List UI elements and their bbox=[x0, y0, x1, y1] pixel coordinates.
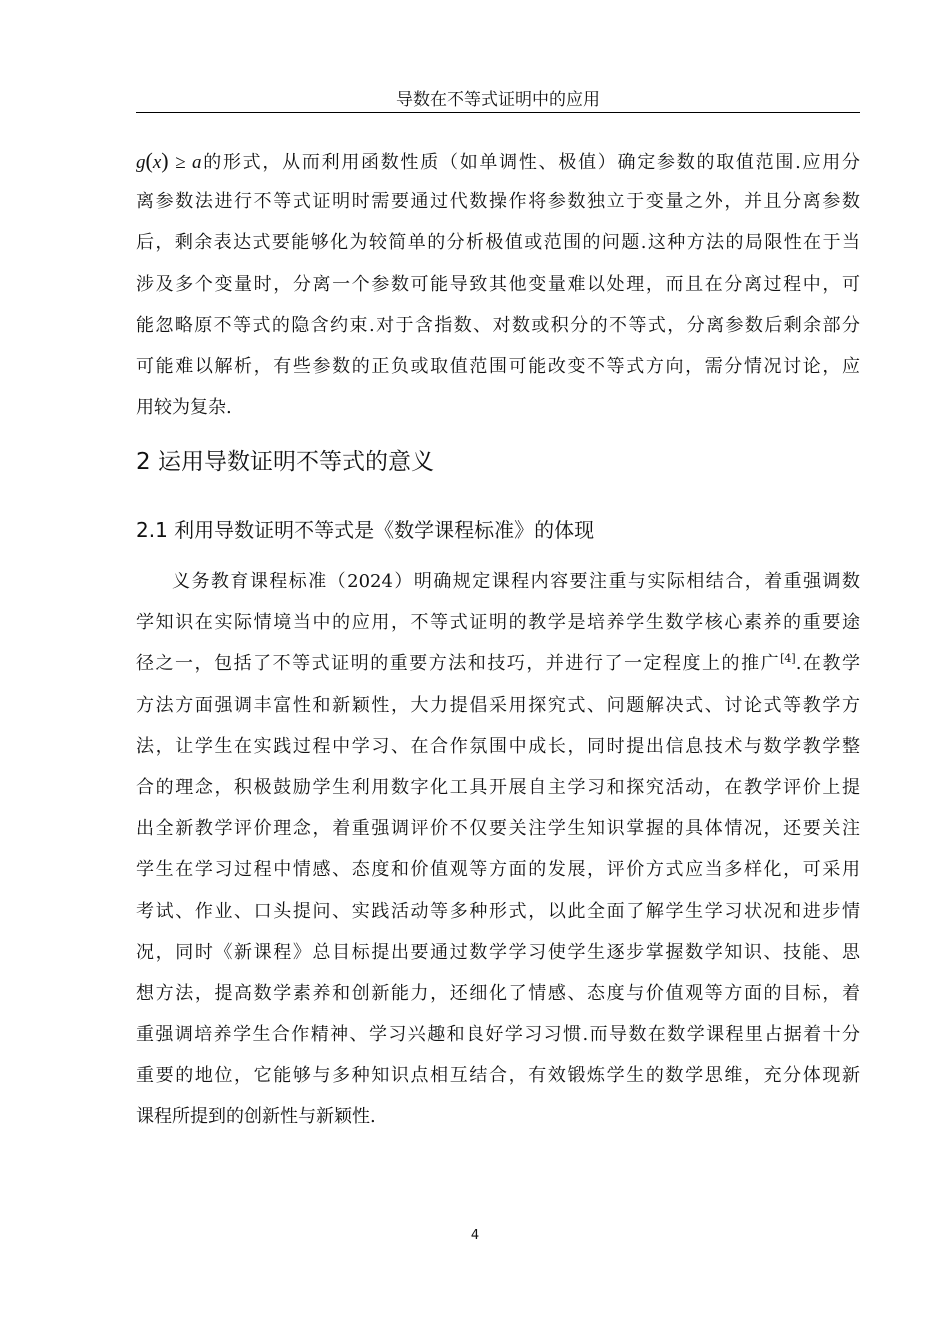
running-header: 导数在不等式证明中的应用 bbox=[396, 90, 600, 110]
paragraph-line: 课程所提到的创新性与新颖性. bbox=[136, 1106, 376, 1128]
section-heading: 2 运用导数证明不等式的意义 bbox=[136, 449, 434, 475]
paragraph-line: 重要的地位，它能够与多种知识点相互结合，有效锻炼学生的数学思维，充分体现新 bbox=[136, 1065, 860, 1087]
paragraph-line: 义务教育课程标准（2024）明确规定课程内容要注重与实际相结合，着重强调数 bbox=[172, 571, 860, 592]
paragraph-line: 出全新教学评价理念，着重强调评价不仅要关注学生知识掌握的具体情况，还要关注 bbox=[136, 818, 860, 840]
paragraph-line bbox=[136, 643, 860, 684]
paragraph-line: 涉及多个变量时，分离一个参数可能导致其他变量难以处理，而且在分离过程中，可 bbox=[136, 273, 860, 295]
page-number: 4 bbox=[470, 1228, 480, 1243]
paragraph-line: 况，同时《新课程》总目标提出要通过数学学习使学生逐步掌握数学知识、技能、思 bbox=[136, 941, 860, 963]
formula-g-x-ge-a: g(x) ≥ a bbox=[136, 148, 202, 173]
paragraph-line: 方法方面强调丰富性和新颖性，大力提倡采用探究式、问题解决式、讨论式等教学方 bbox=[136, 694, 860, 716]
paragraph-separation-method bbox=[136, 140, 860, 428]
paragraph-line: 后，剩余表达式要能够化为较简单的分析极值或范围的问题.这种方法的局限性在于当 bbox=[136, 232, 860, 254]
paragraph-line: 法，让学生在实践过程中学习、在合作氛围中成长，同时提出信息技术与数学教学整 bbox=[136, 735, 860, 757]
paragraph-line: 合的理念，积极鼓励学生利用数字化工具开展自主学习和探究活动，在教学评价上提 bbox=[136, 776, 860, 798]
paragraph-line: 能忽略原不等式的隐含约束.对于含指数、对数或积分的不等式，分离参数后剩余部分 bbox=[136, 314, 860, 336]
paragraph-line: 考试、作业、口头提问、实践活动等多种形式，以此全面了解学生学习状况和进步情 bbox=[136, 900, 860, 922]
paragraph-line: 重强调培养学生合作精神、学习兴趣和良好学习习惯.而导数在数学课程里占据着十分 bbox=[136, 1024, 860, 1046]
paragraph-line: 想方法，提高数学素养和创新能力，还细化了情感、态度与价值观等方面的目标，着 bbox=[136, 982, 860, 1004]
subsection-heading: 2.1 利用导数证明不等式是《数学课程标准》的体现 bbox=[136, 518, 595, 542]
paragraph-text: 径之一，包括了不等式证明的重要方法和技巧，并进行了一定程度上的推广 bbox=[136, 653, 781, 675]
paragraph-curriculum-standard bbox=[136, 561, 860, 1138]
paragraph-line: 学生在学习过程中情感、态度和价值观等方面的发展，评价方式应当多样化，可采用 bbox=[136, 859, 860, 881]
paragraph-line: 可能难以解析，有些参数的正负或取值范围可能改变不等式方向，需分情况讨论，应 bbox=[136, 355, 860, 377]
paragraph-line: 学知识在实际情境当中的应用，不等式证明的教学是培养学生数学核心素养的重要途 bbox=[136, 612, 860, 634]
paragraph-line: 用较为复杂. bbox=[136, 397, 232, 419]
paragraph-line bbox=[136, 140, 860, 181]
paragraph-line: 离参数法进行不等式证明时需要通过代数操作将参数独立于变量之外，并且分离参数 bbox=[136, 191, 860, 213]
header-rule bbox=[136, 112, 860, 113]
citation-reference[interactable]: [4] bbox=[780, 652, 796, 666]
paragraph-text: .在教学 bbox=[795, 653, 860, 675]
paragraph-text: 的形式，从而利用函数性质（如单调性、极值）确定参数的取值范围.应用分 bbox=[201, 152, 860, 173]
